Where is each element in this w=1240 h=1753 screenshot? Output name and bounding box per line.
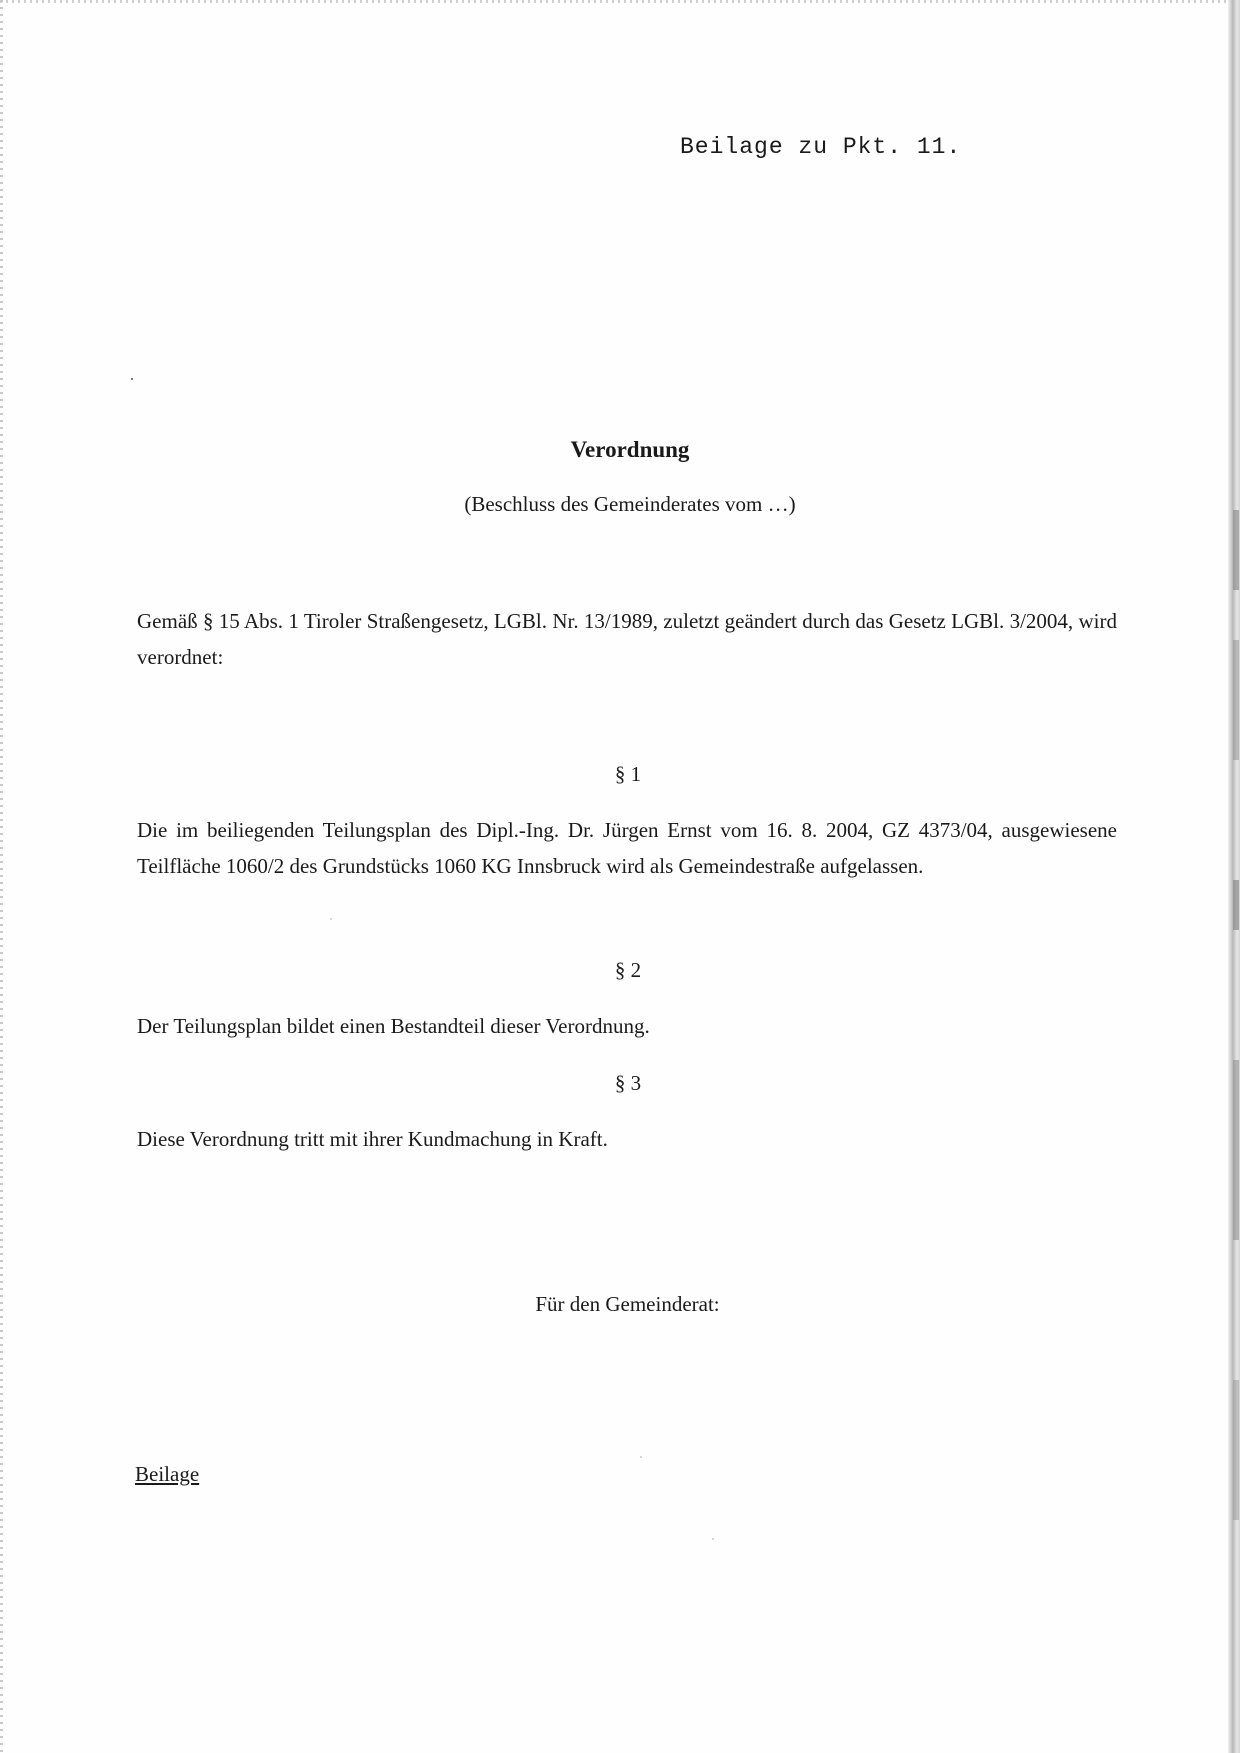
attachment-label: Beilage	[135, 1462, 200, 1486]
signature-line: Für den Gemeinderat:	[535, 1292, 720, 1316]
scan-shadow	[1233, 1380, 1239, 1520]
section-2-text: Der Teilungsplan bildet einen Bestandteil dieser Verordnung.	[137, 1014, 650, 1038]
scan-edge-left	[0, 0, 3, 1753]
section-2-mark: § 2	[614, 958, 642, 982]
scan-shadow	[1233, 640, 1239, 760]
document-subtitle: (Beschluss des Gemeinderates vom …)	[464, 492, 796, 516]
scan-speck	[131, 378, 133, 380]
section-1-text: Die im beiliegenden Teilungsplan des Dipl.-Ing. Dr. Jürgen Ernst vom 16. 8. 2004, GZ 4373/04, ausgewiesene Teilfläche 1060/2 des Grundstücks 1060 KG Innsbruck wird als Gemeindestraße aufgelassen.	[137, 818, 1117, 878]
scan-shadow	[1233, 510, 1239, 590]
document-title: Verordnung	[570, 437, 690, 462]
section-3-text: Diese Verordnung tritt mit ihrer Kundmachung in Kraft.	[137, 1127, 608, 1151]
scan-speck	[712, 1538, 714, 1540]
scan-speck	[640, 1456, 642, 1458]
scan-edge-top	[0, 0, 1240, 3]
section-1-mark: § 1	[614, 762, 642, 786]
attachment-reference-note: Beilage zu Pkt. 11.	[680, 134, 962, 160]
section-3-mark: § 3	[614, 1071, 642, 1095]
legal-basis-paragraph: Gemäß § 15 Abs. 1 Tiroler Straßengesetz, LGBl. Nr. 13/1989, zuletzt geändert durch das Gesetz LGBl. 3/2004, wird verordnet:	[137, 609, 1117, 669]
scan-shadow	[1233, 880, 1239, 930]
scan-speck	[330, 918, 332, 920]
